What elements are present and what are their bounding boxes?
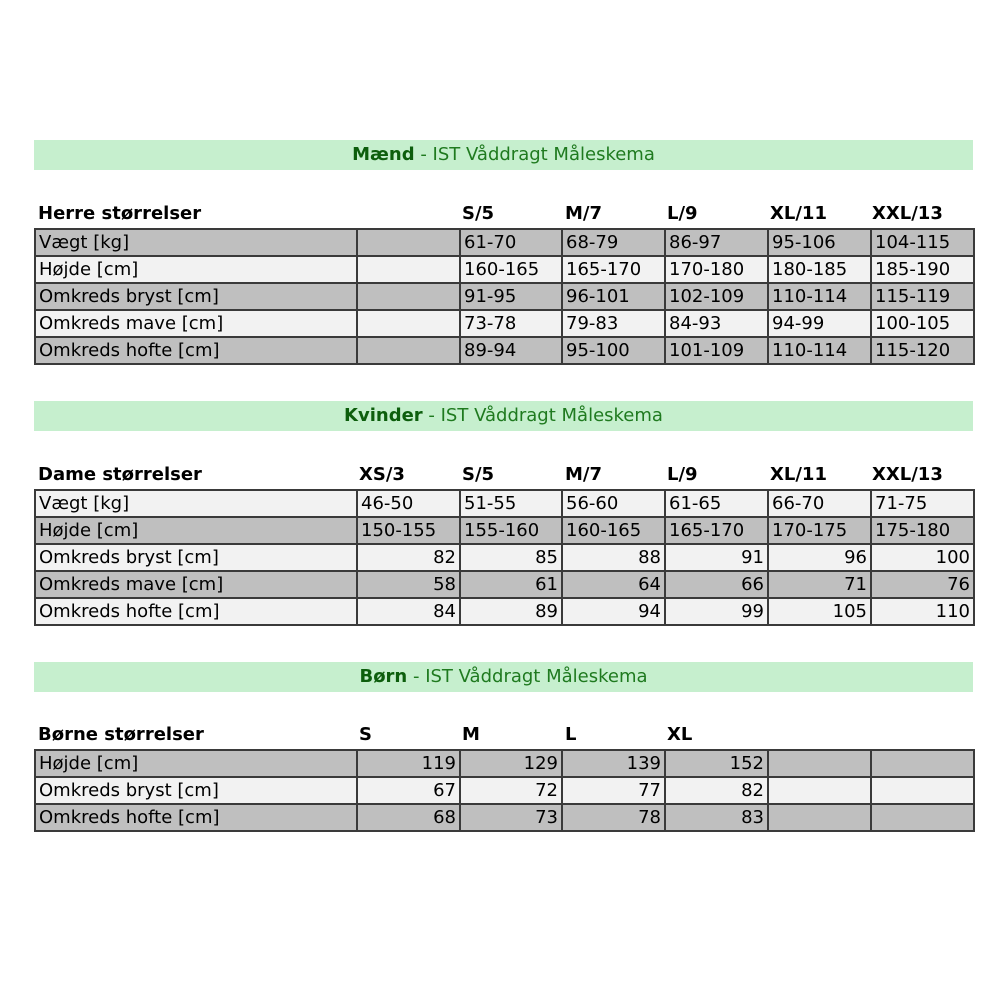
table-cell: 56-60 (562, 490, 665, 517)
men-size-xxl13: XXL/13 (872, 203, 943, 224)
table-cell: 58 (357, 571, 460, 598)
table-cell: 180-185 (768, 256, 871, 283)
table-cell (357, 229, 460, 256)
table-cell: 82 (357, 544, 460, 571)
women-title-banner (34, 401, 973, 431)
table-cell: 85 (460, 544, 562, 571)
table-cell: 76 (871, 571, 974, 598)
table-cell: 170-180 (665, 256, 768, 283)
table-cell: 129 (460, 750, 562, 777)
table-row (35, 777, 974, 804)
kids-title-bold: Børn (359, 666, 408, 687)
table-cell: 51-55 (460, 490, 562, 517)
table-cell: 185-190 (871, 256, 974, 283)
row-label: Omkreds bryst [cm] (35, 544, 357, 571)
table-row (35, 750, 974, 777)
table-cell: 175-180 (871, 517, 974, 544)
table-cell: 86-97 (665, 229, 768, 256)
table-cell (357, 337, 460, 364)
kids-size-l: L (565, 724, 577, 745)
men-size-m7: M/7 (565, 203, 603, 224)
table-cell: 100-105 (871, 310, 974, 337)
kids-title-banner (34, 662, 973, 692)
table-cell: 104-115 (871, 229, 974, 256)
table-cell: 89-94 (460, 337, 562, 364)
table-row (35, 517, 974, 544)
men-size-table (34, 228, 975, 365)
row-label: Omkreds mave [cm] (35, 310, 357, 337)
table-cell: 115-119 (871, 283, 974, 310)
table-cell: 94-99 (768, 310, 871, 337)
women-title-rest: - IST Våddragt Måleskema (422, 405, 663, 426)
table-row (35, 256, 974, 283)
kids-title-rest: - IST Våddragt Måleskema (407, 666, 648, 687)
table-cell: 89 (460, 598, 562, 625)
table-cell (768, 777, 871, 804)
table-cell: 66 (665, 571, 768, 598)
table-cell (871, 804, 974, 831)
women-size-xxl13: XXL/13 (872, 464, 943, 485)
women-size-header (34, 462, 973, 488)
table-cell: 77 (562, 777, 665, 804)
table-row (35, 571, 974, 598)
table-row (35, 490, 974, 517)
men-title-banner (34, 140, 973, 170)
table-row (35, 598, 974, 625)
table-cell: 101-109 (665, 337, 768, 364)
table-cell: 84-93 (665, 310, 768, 337)
table-cell: 165-170 (562, 256, 665, 283)
men-title-bold: Mænd (352, 144, 415, 165)
table-cell: 88 (562, 544, 665, 571)
kids-size-xl: XL (667, 724, 693, 745)
women-size-s5: S/5 (462, 464, 495, 485)
table-row (35, 337, 974, 364)
table-cell: 82 (665, 777, 768, 804)
table-cell: 100 (871, 544, 974, 571)
table-row (35, 283, 974, 310)
table-cell: 71-75 (871, 490, 974, 517)
table-row (35, 804, 974, 831)
table-cell: 96 (768, 544, 871, 571)
table-cell: 46-50 (357, 490, 460, 517)
table-cell: 91 (665, 544, 768, 571)
table-row (35, 229, 974, 256)
table-cell: 110-114 (768, 337, 871, 364)
table-cell: 73-78 (460, 310, 562, 337)
table-cell: 68 (357, 804, 460, 831)
row-label: Omkreds hofte [cm] (35, 598, 357, 625)
table-cell: 66-70 (768, 490, 871, 517)
table-cell (768, 804, 871, 831)
kids-size-s: S (359, 724, 372, 745)
table-cell: 67 (357, 777, 460, 804)
row-label: Højde [cm] (35, 256, 357, 283)
row-label: Omkreds hofte [cm] (35, 337, 357, 364)
men-size-xl11: XL/11 (770, 203, 827, 224)
row-label: Vægt [kg] (35, 490, 357, 517)
row-label: Omkreds bryst [cm] (35, 283, 357, 310)
table-cell: 64 (562, 571, 665, 598)
table-cell: 99 (665, 598, 768, 625)
women-header-label: Dame størrelser (38, 464, 202, 485)
women-size-xs3: XS/3 (359, 464, 405, 485)
men-size-l9: L/9 (667, 203, 698, 224)
table-cell: 71 (768, 571, 871, 598)
women-size-table (34, 489, 975, 626)
table-cell: 83 (665, 804, 768, 831)
table-cell: 155-160 (460, 517, 562, 544)
table-cell: 94 (562, 598, 665, 625)
row-label: Omkreds mave [cm] (35, 571, 357, 598)
table-cell: 119 (357, 750, 460, 777)
row-label: Vægt [kg] (35, 229, 357, 256)
table-row (35, 310, 974, 337)
table-cell: 61-65 (665, 490, 768, 517)
table-cell: 79-83 (562, 310, 665, 337)
table-cell: 115-120 (871, 337, 974, 364)
table-cell: 95-100 (562, 337, 665, 364)
men-header-label: Herre størrelser (38, 203, 202, 224)
women-title-bold: Kvinder (344, 405, 423, 426)
row-label: Højde [cm] (35, 517, 357, 544)
table-cell: 150-155 (357, 517, 460, 544)
table-cell: 78 (562, 804, 665, 831)
table-cell (357, 310, 460, 337)
table-cell (871, 750, 974, 777)
table-cell: 73 (460, 804, 562, 831)
table-cell: 84 (357, 598, 460, 625)
men-size-s5: S/5 (462, 203, 495, 224)
row-label: Højde [cm] (35, 750, 357, 777)
row-label: Omkreds bryst [cm] (35, 777, 357, 804)
table-cell: 170-175 (768, 517, 871, 544)
men-size-header (34, 201, 973, 227)
table-cell: 110-114 (768, 283, 871, 310)
women-size-xl11: XL/11 (770, 464, 827, 485)
table-cell: 61 (460, 571, 562, 598)
table-cell: 72 (460, 777, 562, 804)
kids-size-table (34, 749, 975, 832)
table-cell: 95-106 (768, 229, 871, 256)
table-cell: 160-165 (460, 256, 562, 283)
table-cell (768, 750, 871, 777)
table-cell: 102-109 (665, 283, 768, 310)
women-size-l9: L/9 (667, 464, 698, 485)
table-cell: 160-165 (562, 517, 665, 544)
table-cell: 96-101 (562, 283, 665, 310)
table-cell: 165-170 (665, 517, 768, 544)
table-cell: 105 (768, 598, 871, 625)
table-cell: 61-70 (460, 229, 562, 256)
kids-header-label: Børne størrelser (38, 724, 204, 745)
row-label: Omkreds hofte [cm] (35, 804, 357, 831)
table-cell (357, 256, 460, 283)
table-cell: 152 (665, 750, 768, 777)
table-cell (357, 283, 460, 310)
table-cell: 110 (871, 598, 974, 625)
table-cell: 139 (562, 750, 665, 777)
kids-size-header (34, 722, 973, 748)
table-cell (871, 777, 974, 804)
table-row (35, 544, 974, 571)
men-title-rest: - IST Våddragt Måleskema (414, 144, 655, 165)
table-cell: 68-79 (562, 229, 665, 256)
women-size-m7: M/7 (565, 464, 603, 485)
kids-size-m: M (462, 724, 480, 745)
table-cell: 91-95 (460, 283, 562, 310)
